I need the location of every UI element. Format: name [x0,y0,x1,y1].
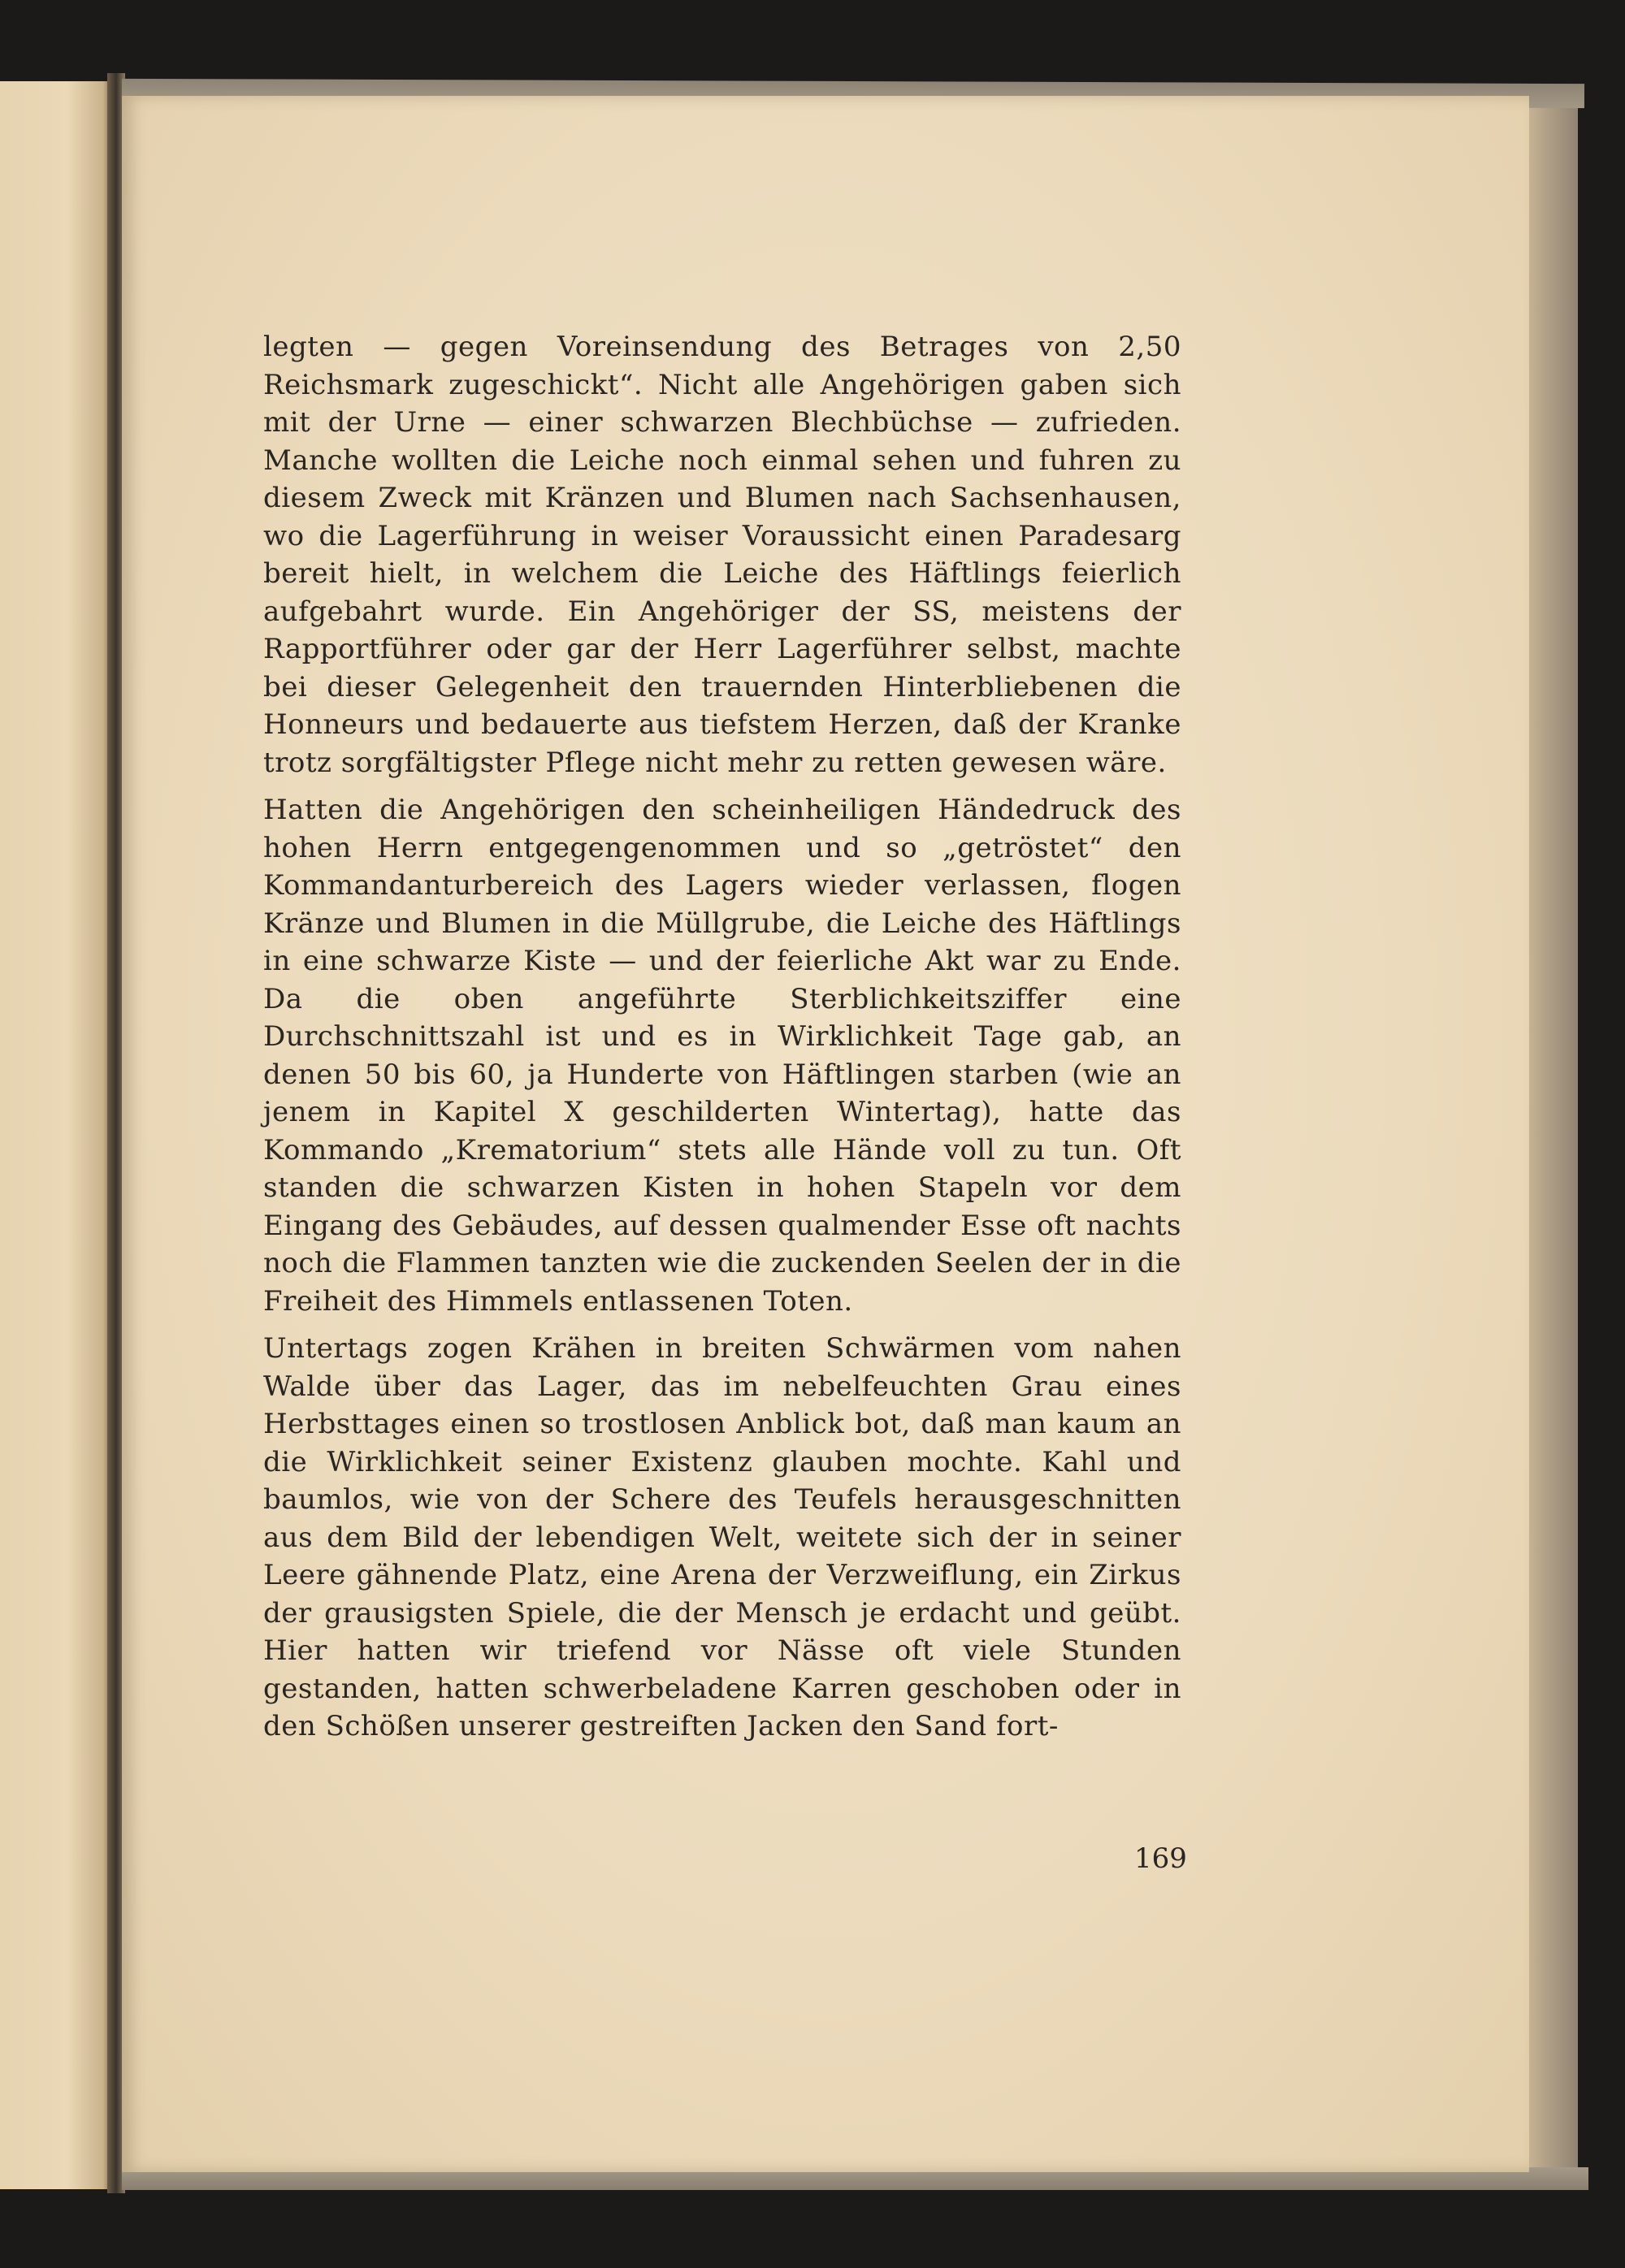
left-page-edge [0,81,112,2189]
paragraph: legten — gegen Voreinsendung des Betrages von 2,50 Reichsmark zugeschickt“. Nicht alle Angehörigen gaben sich mit der Urne — einer schwarzen Blechbüchse — zufrieden. Manche wollten die Leiche noch einmal sehen und fuhren zu diesem Zweck mit Kränzen und Blumen nach Sachsenhausen, wo die Lagerführung in weiser Voraussicht einen Paradesarg bereit hielt, in welchem die Leiche des Häftlings feierlich aufgebahrt wurde. Ein Angehöriger der SS, meistens der Rapportführer oder gar der Herr Lagerführer selbst, machte bei dieser Gelegenheit den trauernden Hinterbliebenen die Honneurs und bedauerte aus tiefstem Herzen, daß der Kranke trotz sorgfältigster Pflege nicht mehr zu retten gewesen wäre. [263,331,1181,779]
paragraph: Hatten die Angehörigen den scheinheiligen Händedruck des hohen Herrn entgegengenommen und so „getröstet“ den Kommandanturbereich des Lagers wieder verlassen, flogen Kränze und Blumen in die Müllgrube, die Leiche des Häftlings in eine schwarze Kiste — und der feierliche Akt war zu Ende. Da die oben angeführte Sterblichkeitsziffer eine Durchschnittszahl ist und es in Wirklichkeit Tage gab, an denen 50 bis 60, ja Hunderte von Häftlingen starben (wie an jenem in Kapitel X geschilderten Wintertag), hatte das Kommando „Krematorium“ stets alle Hände voll zu tun. Oft standen die schwarzen Kisten in hohen Stapeln vor dem Eingang des Gebäudes, auf dessen qualmender Esse oft nachts noch die Flammen tanzten wie die zuckenden Seelen der in die Freiheit des Himmels entlassenen Toten. [263,794,1181,1318]
paragraph: Untertags zogen Krähen in breiten Schwärmen vom nahen Walde über das Lager, das im nebelfeuchten Grau eines Herbsttages einen so trostlosen Anblick bot, daß man kaum an die Wirklichkeit seiner Existenz glauben mochte. Kahl und baumlos, wie von der Schere des Teufels herausgeschnitten aus dem Bild der lebendigen Welt, weitete sich der in seiner Leere gähnende Platz, eine Arena der Verzweiflung, ein Zirkus der grausigsten Spiele, die der Mensch je erdacht und geübt. Hier hatten wir triefend vor Nässe oft viele Stunden gestanden, hatten schwerbeladene Karren geschoben oder in den Schößen unserer gestreiften Jacken den Sand fort- [263,1332,1181,1742]
page-number: 169 [1134,1842,1187,1875]
cover-edge-right [1528,89,1578,2189]
page-body-text [263,328,1181,1746]
